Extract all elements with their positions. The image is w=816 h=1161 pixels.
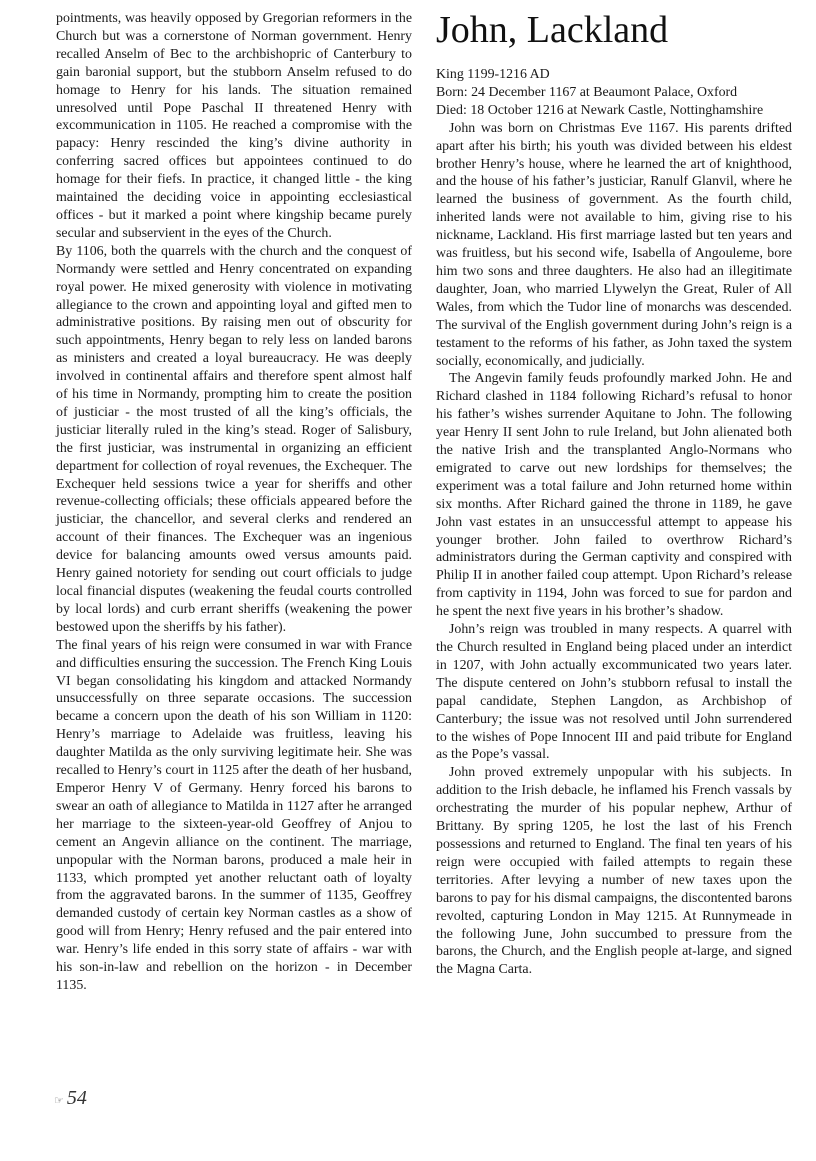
right-paragraph-3: John’s reign was troubled in many respects. A quarrel with the Church resulted in England being placed under an interdict in 1207, with John actually excommunicated two years later. The dispute centered on John’s stubborn refusal to install the papal candidate, Stephen Langdon, as Archbishop of Canterbury; the issue was not resolved until John surrendered to the wishes of Pope Innocent III and paid tribute for England as the Pope’s vassal. [436,622,792,763]
left-column [56,10,412,995]
chapter-title: John, Lackland [436,9,669,51]
born-line: Born: 24 December 1167 at Beaumont Palace, Oxford [436,84,738,100]
right-column [436,10,792,979]
reign-line: King 1199-1216 AD [436,67,550,82]
pointing-hand-icon: ☞ [54,1095,64,1107]
died-line: Died: 18 October 1216 at Newark Castle, Nottinghamshire [436,102,764,118]
page-number: 54 [66,1087,87,1109]
left-paragraph-3: The final years of his reign were consumed in war with France and difficulties ensuring the succession. The French King Louis VI began consolidating his kingdom and attacked Normandy unsuccessfully on three separate occasions. The succession became a concern upon the death of his son William in 1120: Henry’s marriage to Adelaide was fruitless, leaving his daughter Matilda as the only surviving legitimate heir. She was recalled to Henry’s court in 1125 after the death of her husband, Emperor Henry V of Germany. Henry forced his barons to swear an oath of allegiance to Matilda in 1127 after he arranged her marriage to the sixteen-year-old Geoffrey of Anjou to cement an Angevin alliance on the continent. The marriage, unpopular with the Norman barons, produced a male heir in 1133, which prompted yet another reluctant oath of loyalty from the aggravated barons. In the summer of 1135, Geoffrey demanded custody of certain key Norman castles as a show of good will from Henry; Henry refused and the pair entered into war. Henry’s life ended in this sorry state of affairs - war with his son-in-law and rebellion on the horizon - in December 1135. [56,637,412,993]
right-paragraph-1: John was born on Christmas Eve 1167. His parents drifted apart after his birth; his youth was divided between his eldest brother Henry’s house, where he learned the art of knighthood, and the house of his father’s justiciar, Ranulf Glanvil, where he learned the business of government. As the fourth child, inherited lands were not available to him, giving rise to his nickname, Lackland. His first marriage lasted but ten years and was fruitless, but his second wife, Isabella of Angouleme, bore him two sons and three daughters. He also had an illegitimate daughter, Joan, who married Llywelyn the Great, Ruler of All Wales, from which the Tudor line of monarchs was descended. The survival of the English government during John’s reign is a testament to the reforms of his father, as John taxed the system socially, economically, and judicially. [436,120,792,369]
page-number-footer [54,1087,87,1110]
left-paragraph-2: By 1106, both the quarrels with the church and the conquest of Normandy were settled and Henry concentrated on expanding royal power. He mixed generosity with violence in motivating allegiance to the crown and appointing loyal and gifted men to administrative positions. By raising men out of obscurity for such appointments, Henry began to rely less on landed barons as ministers and created a loyal bureaucracy. He was deeply involved in continental affairs and therefore spent almost half of his time in Normandy, prompting him to create the position of justiciar - the most trusted of all the king’s officials, the justiciar literally ruled in the king’s stead. Roger of Salisbury, the first justiciar, was instrumental in organizing an efficient department for collection of royal revenues, the Exchequer. The Exchequer held sessions twice a year for sheriffs and other revenue-collecting officials; these officials appeared before the justiciar, the chancellor, and several clerks and rendered an account of their finances. The Exchequer was an ingenious device for balancing amounts owed versus amounts paid. Henry gained notoriety for sending out court officials to judge local financial disputes (weakening the feudal courts controlled by local lords) and curb errant sheriffs (weakening the power bestowed upon the sheriffs by his father). [56,243,412,635]
right-paragraph-4: John proved extremely unpopular with his subjects. In addition to the Irish debacle, he inflamed his French vassals by orchestrating the murder of his popular nephew, Arthur of Brittany. By spring 1205, he lost the last of his French possessions and returned to England. The final ten years of his reign were occupied with failed attempts to regain these territories. After levying a number of new taxes upon the barons to pay for his dismal campaigns, the discontented barons revolted, capturing London in May 1215. At Runnymeade in the following June, John succumbed to pressure from the barons, the Church, and the English people at-large, and signed the Magna Carta. [436,765,792,978]
right-paragraph-2: The Angevin family feuds profoundly marked John. He and Richard clashed in 1184 following Richard’s refusal to honor his father’s wishes surrender Aquitane to John. The following year Henry II sent John to rule Ireland, but John alienated both the native Irish and the transplanted Anglo-Normans who emigrated to carve out new lordships for themselves; the experiment was a total failure and John returned home within six months. After Richard gained the throne in 1189, he gave John vast estates in an unsuccessful attempt to appease his younger brother. John failed to overthrow Richard’s administrators during the German captivity and conspired with Philip II in another failed coup attempt. Upon Richard’s release from captivity in 1194, John was forced to sue for pardon and he spent the next five years in his brother’s shadow. [436,371,792,620]
left-paragraph-1: pointments, was heavily opposed by Gregorian reformers in the Church but was a cornerstone of Norman government. Henry recalled Anselm of Bec to the archbishopric of Canterbury to gain baronial support, but the stubborn Anselm refused to do homage to Henry for his lands. The situation remained unresolved until Pope Paschal II threatened Henry with excommunication in 1105. He reached a compromise with the papacy: Henry rescinded the king’s divine authority in conferring sacred offices but appointees continued to do homage for their fiefs. In practice, it changed little - the king maintained the deciding voice in appointing ecclesiastical offices - but it marked a point where kingship became purely secular and subservient in the eyes of the Church. [56,11,412,241]
